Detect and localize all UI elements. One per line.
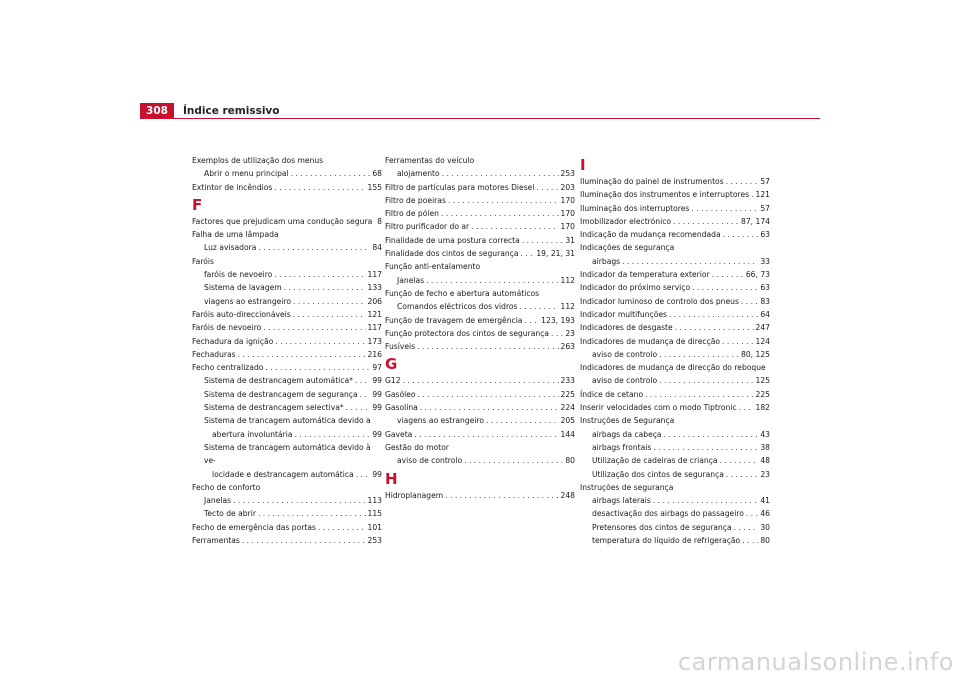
leader-dots bbox=[520, 300, 559, 313]
index-heading: Falha de uma lâmpada bbox=[192, 230, 279, 240]
index-entry bbox=[580, 454, 770, 467]
leader-dots bbox=[726, 468, 758, 481]
index-entry-text: Iluminação do painel de instrumentos bbox=[580, 177, 724, 186]
page-reference: 31 bbox=[565, 235, 575, 245]
index-entry bbox=[385, 274, 575, 287]
index-entry-text: aviso de controlo bbox=[592, 349, 658, 359]
index-heading: Ferramentas do veículo bbox=[385, 156, 475, 165]
index-heading: Exemplos de utilização dos menus bbox=[192, 156, 324, 165]
leader-dots bbox=[726, 175, 759, 188]
page-reference: 80 bbox=[565, 456, 575, 466]
page-reference: 125 bbox=[755, 376, 770, 386]
leader-dots bbox=[295, 428, 371, 441]
index-heading: Função anti-entalamento bbox=[385, 262, 481, 272]
leader-dots bbox=[360, 388, 371, 401]
page-reference: 113 bbox=[367, 496, 382, 506]
index-entry-text: Sistema de destrancagem automática* bbox=[204, 376, 353, 386]
index-entry-text: airbags laterais bbox=[592, 496, 651, 506]
leader-dots bbox=[669, 308, 758, 321]
leader-dots bbox=[293, 308, 366, 321]
page-header bbox=[140, 103, 820, 119]
index-entry-text: Sistema de trancagem automática devido à ve- bbox=[204, 442, 371, 466]
index-entry-text: Imobilizador electrónico bbox=[580, 216, 672, 226]
index-entry bbox=[580, 295, 770, 308]
leader-dots bbox=[751, 188, 753, 201]
index-entry-text: Fechadura da ignição bbox=[192, 336, 274, 346]
page-reference: 225 bbox=[755, 389, 770, 399]
index-entry bbox=[385, 428, 575, 441]
index-entry-text: Ferramentas bbox=[192, 536, 240, 546]
index-entry bbox=[580, 215, 770, 228]
page-reference: 133 bbox=[367, 283, 382, 293]
index-heading: Instruções de Segurança bbox=[580, 416, 675, 426]
page-reference: 170 bbox=[560, 209, 575, 219]
leader-dots bbox=[265, 361, 370, 374]
page-reference: 112 bbox=[560, 275, 575, 285]
page-reference: 19, 21, 31 bbox=[536, 249, 575, 259]
page-reference: 8 bbox=[377, 216, 382, 226]
leader-dots bbox=[734, 521, 759, 534]
index-entry-text: viagens ao estrangeiro bbox=[397, 416, 485, 426]
leader-dots bbox=[746, 507, 758, 520]
leader-dots bbox=[653, 494, 759, 507]
index-entry-text: Factores que prejudicam uma condução segura bbox=[192, 216, 373, 226]
index-entry bbox=[192, 321, 382, 334]
index-entry bbox=[192, 308, 382, 321]
page-reference: 83 bbox=[760, 296, 770, 306]
leader-dots bbox=[318, 521, 366, 534]
index-entry-text: viagens ao estrangeiro bbox=[204, 296, 292, 306]
index-entry bbox=[580, 388, 770, 401]
leader-dots bbox=[712, 268, 744, 281]
index-heading: Fecho de conforto bbox=[192, 482, 261, 492]
page-number: 308 bbox=[140, 103, 174, 119]
index-heading: Indicadores de mudança de direcção do reboque bbox=[580, 363, 766, 373]
index-entry bbox=[385, 314, 575, 327]
index-entry bbox=[580, 175, 770, 188]
leader-dots bbox=[293, 295, 365, 308]
leader-dots bbox=[284, 281, 366, 294]
index-entry bbox=[192, 414, 382, 441]
page-reference: 84 bbox=[372, 243, 382, 253]
index-entry bbox=[385, 247, 575, 260]
leader-dots bbox=[426, 274, 558, 287]
index-entry bbox=[192, 374, 382, 387]
page-reference: 38 bbox=[760, 442, 770, 452]
leader-dots bbox=[653, 441, 758, 454]
index-entry-text: G12 bbox=[385, 376, 401, 386]
index-entry bbox=[385, 327, 575, 340]
section-letter: I bbox=[580, 156, 586, 174]
header-divider bbox=[140, 118, 820, 119]
leader-dots bbox=[524, 314, 539, 327]
index-entry bbox=[385, 340, 575, 353]
index-entry bbox=[385, 401, 575, 414]
leader-dots bbox=[274, 268, 365, 281]
index-entry-text: locidade e destrancagem automática bbox=[212, 469, 354, 479]
index-column-3 bbox=[580, 154, 770, 547]
watermark: carmanualsonline.info bbox=[677, 648, 954, 676]
page-reference: 224 bbox=[560, 403, 575, 413]
leader-dots bbox=[521, 247, 535, 260]
page-reference: 247 bbox=[755, 323, 770, 333]
leader-dots bbox=[420, 401, 559, 414]
page-reference: 99 bbox=[372, 429, 382, 439]
index-entry-text: Indicadores de desgaste bbox=[580, 323, 673, 333]
index-entry bbox=[580, 321, 770, 334]
index-entry bbox=[580, 374, 770, 387]
page-reference: 63 bbox=[760, 283, 770, 293]
index-entry-text: Filtro purificador do ar bbox=[385, 222, 470, 232]
leader-dots bbox=[418, 388, 559, 401]
leader-dots bbox=[659, 348, 739, 361]
leader-dots bbox=[486, 414, 558, 427]
index-entry-text: desactivação dos airbags do passageiro bbox=[592, 509, 744, 519]
index-entry-text: Tecto de abrir bbox=[204, 509, 256, 519]
index-entry-text: Comandos eléctricos dos vidros bbox=[397, 302, 518, 312]
index-entry bbox=[580, 268, 770, 281]
index-entry-text: Fusíveis bbox=[385, 342, 416, 352]
index-entry-text: Sistema de lavagem bbox=[204, 283, 282, 293]
index-entry-text: Iluminação dos instrumentos e interruptores bbox=[580, 190, 750, 200]
index-entry-text: Janelas bbox=[204, 496, 232, 506]
index-heading: Gestão do motor bbox=[385, 442, 449, 452]
leader-dots bbox=[742, 534, 758, 547]
index-column-2 bbox=[385, 154, 575, 502]
leader-dots bbox=[263, 321, 365, 334]
index-entry-text: airbags bbox=[592, 256, 621, 266]
index-entry-text: Abrir o menu principal bbox=[204, 169, 289, 179]
index-entry bbox=[580, 281, 770, 294]
page-reference: 121 bbox=[367, 309, 382, 319]
index-entry bbox=[385, 207, 575, 220]
page-reference: 101 bbox=[367, 522, 382, 532]
index-entry bbox=[192, 401, 382, 414]
index-entry bbox=[385, 234, 575, 247]
page-reference: 173 bbox=[367, 336, 382, 346]
index-entry bbox=[580, 507, 770, 520]
index-entry bbox=[580, 348, 770, 361]
index-entry bbox=[580, 255, 770, 268]
leader-dots bbox=[238, 348, 366, 361]
leader-dots bbox=[242, 534, 366, 547]
index-entry bbox=[192, 348, 382, 361]
index-heading: Instruções de segurança bbox=[580, 482, 674, 492]
page-reference: 170 bbox=[560, 222, 575, 232]
index-entry bbox=[192, 281, 382, 294]
page-reference: 80, 125 bbox=[741, 349, 770, 359]
index-entry bbox=[580, 202, 770, 215]
index-entry-continuation bbox=[204, 468, 382, 481]
page-reference: 121 bbox=[755, 190, 770, 200]
leader-dots bbox=[346, 401, 371, 414]
page-reference: 30 bbox=[760, 522, 770, 532]
index-entry-text: Iluminação dos interruptores bbox=[580, 203, 690, 213]
page-reference: 57 bbox=[760, 203, 770, 213]
leader-dots bbox=[522, 234, 564, 247]
page-title: Índice remissivo bbox=[183, 105, 280, 117]
index-entry bbox=[580, 401, 770, 414]
page-reference: 43 bbox=[760, 429, 770, 439]
index-entry-text: Função protectora dos cintos de segurança bbox=[385, 328, 550, 338]
page-reference: 203 bbox=[560, 182, 575, 192]
leader-dots bbox=[622, 255, 758, 268]
page-reference: 205 bbox=[560, 416, 575, 426]
page-reference: 233 bbox=[560, 376, 575, 386]
index-entry-text: Luz avisadora bbox=[204, 243, 257, 253]
section-letter: H bbox=[385, 469, 398, 488]
page-reference: 225 bbox=[560, 389, 575, 399]
index-entry-text: Fecho de emergência das portas bbox=[192, 522, 316, 532]
index-entry bbox=[385, 489, 575, 502]
index-entry-text: Indicador da temperatura exterior bbox=[580, 270, 710, 280]
page-reference: 63 bbox=[760, 230, 770, 240]
page-reference: 170 bbox=[560, 195, 575, 205]
index-entry bbox=[192, 534, 382, 547]
index-entry bbox=[385, 300, 575, 313]
leader-dots bbox=[233, 494, 365, 507]
index-entry bbox=[192, 268, 382, 281]
index-entry-text: Filtro de poeiras bbox=[385, 195, 446, 205]
page-reference: 68 bbox=[372, 169, 382, 179]
index-entry-text: Função de travagem de emergência bbox=[385, 315, 523, 325]
index-entry bbox=[580, 494, 770, 507]
page-reference: 182 bbox=[755, 403, 770, 413]
page-reference: 33 bbox=[760, 256, 770, 266]
index-entry-text: Sistema de destrancagem selectiva* bbox=[204, 403, 344, 413]
index-entry-text: Faróis de nevoeiro bbox=[192, 323, 262, 333]
index-entry-text: Faróis auto-direccionáveis bbox=[192, 309, 291, 319]
leader-dots bbox=[673, 215, 739, 228]
leader-dots bbox=[675, 321, 754, 334]
page-reference: 112 bbox=[560, 302, 575, 312]
index-entry-text: abertura involuntária bbox=[212, 429, 293, 439]
index-entry bbox=[192, 241, 382, 254]
leader-dots bbox=[441, 207, 559, 220]
index-entry bbox=[192, 295, 382, 308]
leader-dots bbox=[536, 181, 558, 194]
leader-dots bbox=[414, 428, 558, 441]
page-reference: 66, 73 bbox=[745, 270, 770, 280]
index-entry-text: Finalidade de uma postura correcta bbox=[385, 235, 520, 245]
leader-dots bbox=[719, 454, 758, 467]
page-reference: 206 bbox=[367, 296, 382, 306]
page-reference: 253 bbox=[367, 536, 382, 546]
index-entry bbox=[580, 188, 770, 201]
index-entry bbox=[192, 335, 382, 348]
index-entry-text: Utilização dos cintos de segurança bbox=[592, 469, 724, 479]
index-entry bbox=[385, 220, 575, 233]
index-entry-text: airbags da cabeça bbox=[592, 429, 662, 439]
page-reference: 155 bbox=[367, 182, 382, 192]
index-heading: Indicações de segurança bbox=[580, 243, 675, 253]
index-entry bbox=[385, 454, 575, 467]
page-reference: 41 bbox=[760, 496, 770, 506]
index-entry bbox=[580, 428, 770, 441]
index-entry-text: Janelas bbox=[397, 275, 425, 285]
page-reference: 123, 193 bbox=[541, 315, 575, 325]
page-reference: 87, 174 bbox=[741, 216, 770, 226]
index-entry-text: Índice de cetano bbox=[580, 389, 644, 399]
index-entry-text: Gaveta bbox=[385, 429, 413, 439]
leader-dots bbox=[464, 454, 563, 467]
index-entry bbox=[385, 388, 575, 401]
index-entry bbox=[192, 507, 382, 520]
index-entry-text: Sistema de destrancagem de segurança bbox=[204, 389, 358, 399]
index-entry-text: Filtro de partículas para motores Diesel bbox=[385, 182, 535, 192]
page-reference: 64 bbox=[760, 309, 770, 319]
index-entry bbox=[580, 521, 770, 534]
leader-dots bbox=[739, 401, 754, 414]
index-entry-text: Indicadores de mudança de direcção bbox=[580, 336, 721, 346]
index-entry-text: Utilização de cadeiras de criança bbox=[592, 456, 718, 466]
index-entry bbox=[192, 167, 382, 180]
page-reference: 57 bbox=[760, 177, 770, 186]
index-entry-text: Indicação da mudança recomendada bbox=[580, 230, 721, 240]
leader-dots bbox=[691, 202, 758, 215]
leader-dots bbox=[664, 428, 759, 441]
index-entry-text: Indicador multifunções bbox=[580, 309, 667, 319]
index-entry-text: alojamento bbox=[397, 169, 440, 179]
index-entry-continuation bbox=[204, 428, 382, 441]
leader-dots bbox=[645, 388, 753, 401]
index-entry-text: Indicador do próximo serviço bbox=[580, 283, 691, 293]
leader-dots bbox=[442, 167, 559, 180]
page-reference: 216 bbox=[367, 349, 382, 359]
index-entry bbox=[385, 374, 575, 387]
index-entry bbox=[192, 441, 382, 481]
page-reference: 97 bbox=[372, 363, 382, 373]
index-entry-text: Filtro de pólen bbox=[385, 209, 439, 219]
index-entry-text: Extintor de incêndios bbox=[192, 182, 273, 192]
index-entry-text: Inserir velocidades com o modo Tiptronic bbox=[580, 403, 737, 413]
leader-dots bbox=[291, 167, 371, 180]
index-entry-text: Fechaduras bbox=[192, 349, 236, 359]
index-entry bbox=[192, 388, 382, 401]
page-reference: 99 bbox=[372, 403, 382, 413]
leader-dots bbox=[417, 340, 558, 353]
page-reference: 23 bbox=[565, 328, 575, 338]
leader-dots bbox=[356, 468, 371, 481]
index-entry-text: faróis de nevoeiro bbox=[204, 270, 273, 280]
page-reference: 99 bbox=[372, 389, 382, 399]
index-entry-text: Finalidade dos cintos de segurança bbox=[385, 249, 519, 259]
index-entry-text: Pretensores dos cintos de segurança bbox=[592, 522, 732, 532]
page-reference: 263 bbox=[560, 342, 575, 352]
leader-dots bbox=[258, 241, 370, 254]
index-entry bbox=[385, 414, 575, 427]
page-reference: 99 bbox=[372, 376, 382, 386]
leader-dots bbox=[275, 335, 365, 348]
leader-dots bbox=[722, 335, 753, 348]
index-entry bbox=[385, 194, 575, 207]
page-reference: 115 bbox=[367, 509, 382, 519]
leader-dots bbox=[258, 507, 366, 520]
page-reference: 46 bbox=[760, 509, 770, 519]
index-entry bbox=[580, 308, 770, 321]
index-entry bbox=[385, 181, 575, 194]
index-entry bbox=[580, 534, 770, 547]
index-entry bbox=[192, 215, 382, 228]
leader-dots bbox=[403, 374, 559, 387]
index-entry-text: Gasolina bbox=[385, 403, 418, 413]
section-letter: F bbox=[192, 195, 203, 214]
page-reference: 80 bbox=[760, 536, 770, 546]
index-heading: Faróis bbox=[192, 256, 214, 266]
page-reference: 99 bbox=[372, 469, 382, 479]
leader-dots bbox=[741, 295, 758, 308]
index-entry bbox=[192, 181, 382, 194]
leader-dots bbox=[448, 194, 559, 207]
index-entry-text: aviso de controlo bbox=[592, 376, 658, 386]
index-entry bbox=[192, 521, 382, 534]
index-entry bbox=[580, 441, 770, 454]
index-heading: Função de fecho e abertura automáticos bbox=[385, 288, 540, 298]
leader-dots bbox=[445, 489, 558, 502]
leader-dots bbox=[692, 281, 758, 294]
index-entry bbox=[580, 335, 770, 348]
index-entry-text: airbags frontais bbox=[592, 442, 652, 452]
index-column-1 bbox=[192, 154, 382, 547]
index-entry-text: temperatura do líquido de refrigeração bbox=[592, 536, 741, 546]
index-entry-text: Indicador luminoso de controlo dos pneus bbox=[580, 296, 739, 306]
index-entry-text: Sistema de trancagem automática devido a bbox=[204, 416, 371, 426]
page-reference: 253 bbox=[560, 169, 575, 179]
page-reference: 117 bbox=[367, 323, 382, 333]
page-reference: 144 bbox=[560, 429, 575, 439]
leader-dots bbox=[551, 327, 563, 340]
index-entry-text: aviso de controlo bbox=[397, 456, 463, 466]
leader-dots bbox=[471, 220, 558, 233]
leader-dots bbox=[355, 374, 370, 387]
index-entry bbox=[192, 361, 382, 374]
page-reference: 117 bbox=[367, 270, 382, 280]
index-entry-text: Hidroplanagem bbox=[385, 490, 444, 500]
index-entry bbox=[580, 468, 770, 481]
index-entry-text: Fecho centralizado bbox=[192, 363, 264, 373]
page-reference: 124 bbox=[755, 336, 770, 346]
index-entry bbox=[580, 228, 770, 241]
leader-dots bbox=[659, 374, 753, 387]
index-entry bbox=[192, 494, 382, 507]
page-reference: 248 bbox=[560, 490, 575, 500]
leader-dots bbox=[723, 228, 759, 241]
page-reference: 23 bbox=[760, 469, 770, 479]
leader-dots bbox=[274, 181, 365, 194]
page-reference: 48 bbox=[760, 456, 770, 466]
index-entry bbox=[385, 167, 575, 180]
index-entry-text: Gasóleo bbox=[385, 389, 416, 399]
section-letter: G bbox=[385, 355, 398, 374]
